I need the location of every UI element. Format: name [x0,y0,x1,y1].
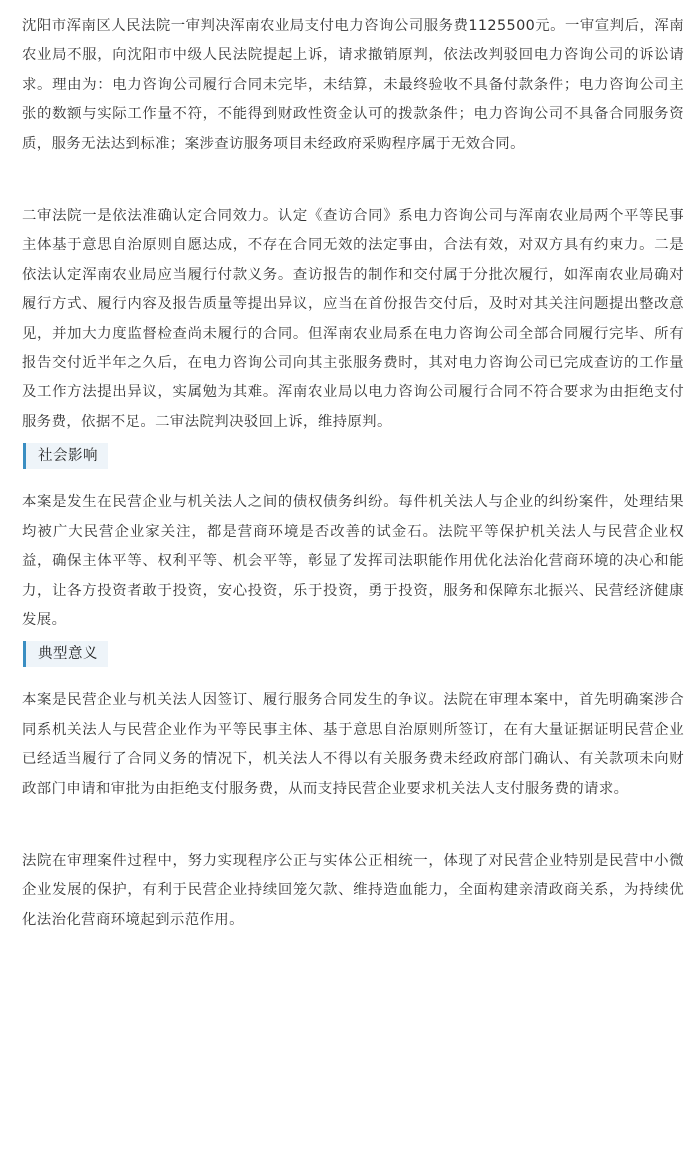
paragraph-second-instance: 二审法院一是依法准确认定合同效力。认定《查访合同》系电力咨询公司与浑南农业局两个平等民事主体基于意思自治原则自愿达成，不存在合同无效的法定事由，合法有效，对双方具有约束力。二是依法认定浑南农业局应当履行付款义务。查访报告的制作和交付属于分批次履行，如浑南农业局确对履行方式、履行内容及报告质量等提出异议，应当在首份报告交付后，及时对其关注问题提出整改意见，并加大力度监督检查尚未履行的合同。但浑南农业局系在电力咨询公司全部合同履行完毕、所有报告交付近半年之久后，在电力咨询公司向其主张服务费时，其对电力咨询公司已完成查访的工作量及工作方法提出异议，实属勉为其难。浑南农业局以电力咨询公司履行合同不符合要求为由拒绝支付服务费，依据不足。二审法院判决驳回上诉，维持原判。 [22,208,684,430]
section-heading-significance: 典型意义 [23,641,108,667]
paragraph-significance-2: 法院在审理案件过程中，努力实现程序公正与实体公正相统一，体现了对民营企业特别是民营中小微企业发展的保护，有利于民营企业持续回笼欠款、维持造血能力，全面构建亲清政商关系，为持续优化法治化营商环境起到示范作用。 [22,852,684,928]
spacer [22,159,684,202]
paragraph-social-impact: 本案是发生在民营企业与机关法人之间的债权债务纠纷。每件机关法人与企业的纠纷案件，处理结果均被广大民营企业家关注，都是营商环境是否改善的试金石。法院平等保护机关法人与民营企业权益，确保主体平等、权利平等、机会平等，彰显了发挥司法职能作用优化法治化营商环境的决心和能力，让各方投资者敢于投资，安心投资，乐于投资，勇于投资，服务和保障东北振兴、民营经济健康发展。 [22,494,684,628]
spacer [22,437,684,443]
spacer [22,469,684,488]
section-heading-social-impact: 社会影响 [23,443,108,469]
spacer [22,804,684,847]
spacer [22,635,684,641]
paragraph-first-instance: 沈阳市浑南区人民法院一审判决浑南农业局支付电力咨询公司服务费1125500元。一审宣判后，浑南农业局不服，向沈阳市中级人民法院提起上诉，请求撤销原判，依法改判驳回电力咨询公司的诉讼请求。理由为：电力咨询公司履行合同未完毕，未结算，未最终验收不具备付款条件；电力咨询公司主张的数额与实际工作量不符，不能得到财政性资金认可的拨款条件；电力咨询公司不具备合同服务资质，服务无法达到标准；案涉查访服务项目未经政府采购程序属于无效合同。 [22,18,684,152]
paragraph-significance-1: 本案是民营企业与机关法人因签订、履行服务合同发生的争议。法院在审理本案中，首先明确案涉合同系机关法人与民营企业作为平等民事主体、基于意思自治原则所签订，在有大量证据证明民营企业已经适当履行了合同义务的情况下，机关法人不得以有关服务费未经政府部门确认、有关款项未向财政部门申请和审批为由拒绝支付服务费，从而支持民营企业要求机关法人支付服务费的请求。 [22,692,684,797]
spacer [22,667,684,686]
